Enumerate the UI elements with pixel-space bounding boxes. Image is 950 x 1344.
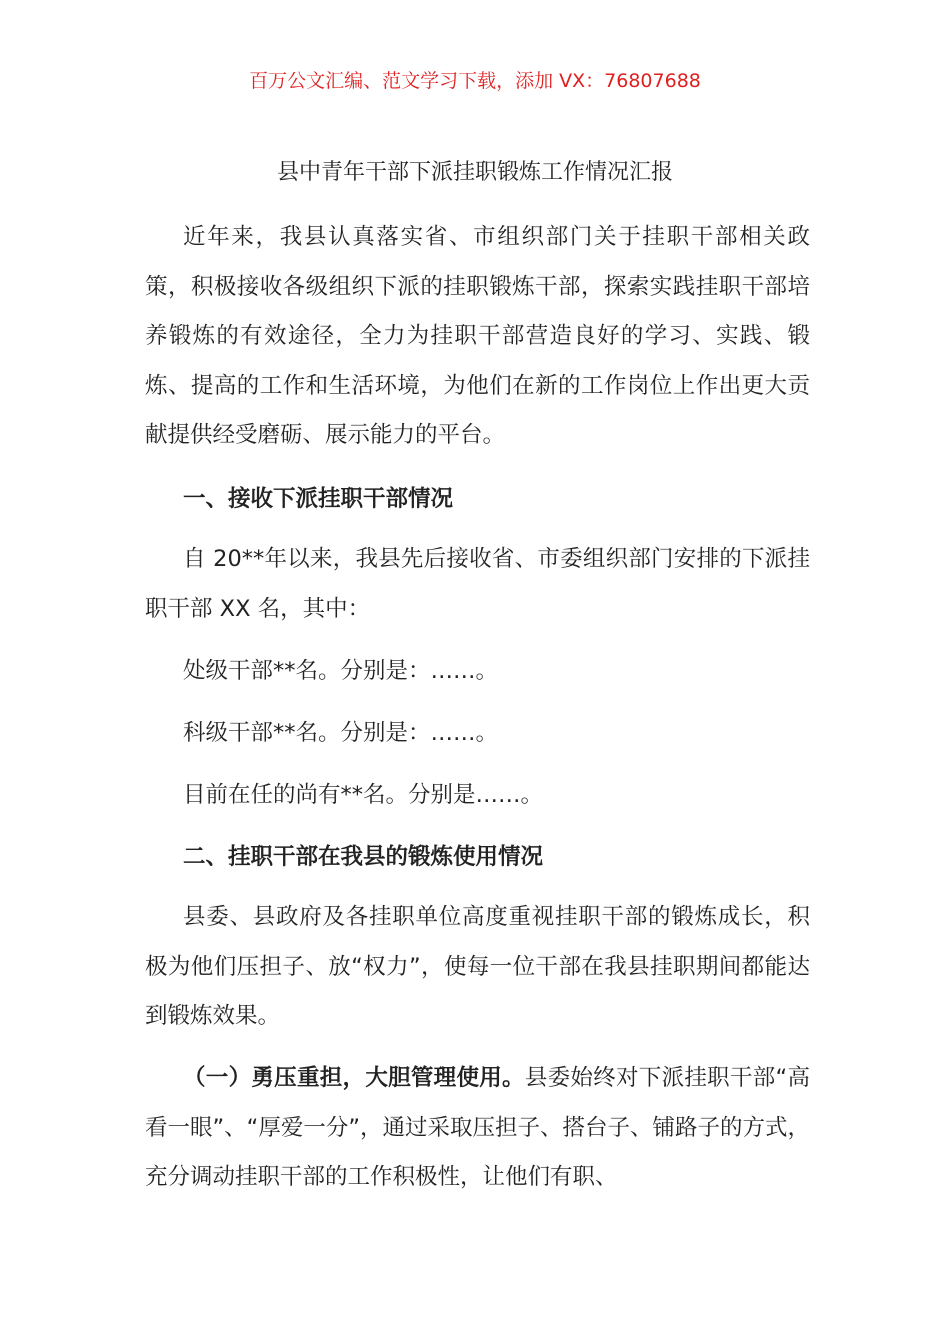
list-item-current-in-office: 目前在任的尚有**名。分别是……。 [183, 782, 544, 808]
intro-paragraph: 近年来，我县认真落实省、市组织部门关于挂职干部相关政策，积极接收各级组织下派的挂职锻炼干部，探索实践挂职干部培养锻炼的有效途径，全力为挂职干部营造良好的学习、实践、锻炼、提高的工作和生活环境，为他们在新的工作岗位上作出更大贡献提供经受磨砺、展示能力的平台。 [145, 224, 810, 449]
promo-header: 百万公文汇编、范文学习下载，添加 VX：76807688 [249, 70, 701, 92]
section-1-paragraph: 自 20**年以来，我县先后接收省、市委组织部门安排的下派挂职干部 XX 名，其中： [145, 546, 810, 622]
document-title: 县中青年干部下派挂职锻炼工作情况汇报 [276, 160, 673, 185]
subsection-1-text: 县委始终对下派挂职干部“高看一眼”、“厚爱一分”，通过采取压担子、搭台子、铺路子的方式，充分调动挂职干部的工作积极性，让他们有职、 [145, 1065, 810, 1191]
section-2-paragraph: 县委、县政府及各挂职单位高度重视挂职干部的锻炼成长，积极为他们压担子、放“权力”，使每一位干部在我县挂职期间都能达到锻炼效果。 [145, 904, 810, 1030]
section-1-heading: 一、接收下派挂职干部情况 [183, 486, 454, 512]
list-item-county-level-cadres: 处级干部**名。分别是：……。 [183, 658, 499, 684]
section-2-heading: 二、挂职干部在我县的锻炼使用情况 [183, 844, 544, 870]
list-item-section-level-cadres: 科级干部**名。分别是：……。 [183, 720, 499, 746]
subsection-1-paragraph [145, 1054, 810, 1203]
subsection-1-heading: （一）勇压重担，大胆管理使用。 [183, 1065, 525, 1091]
